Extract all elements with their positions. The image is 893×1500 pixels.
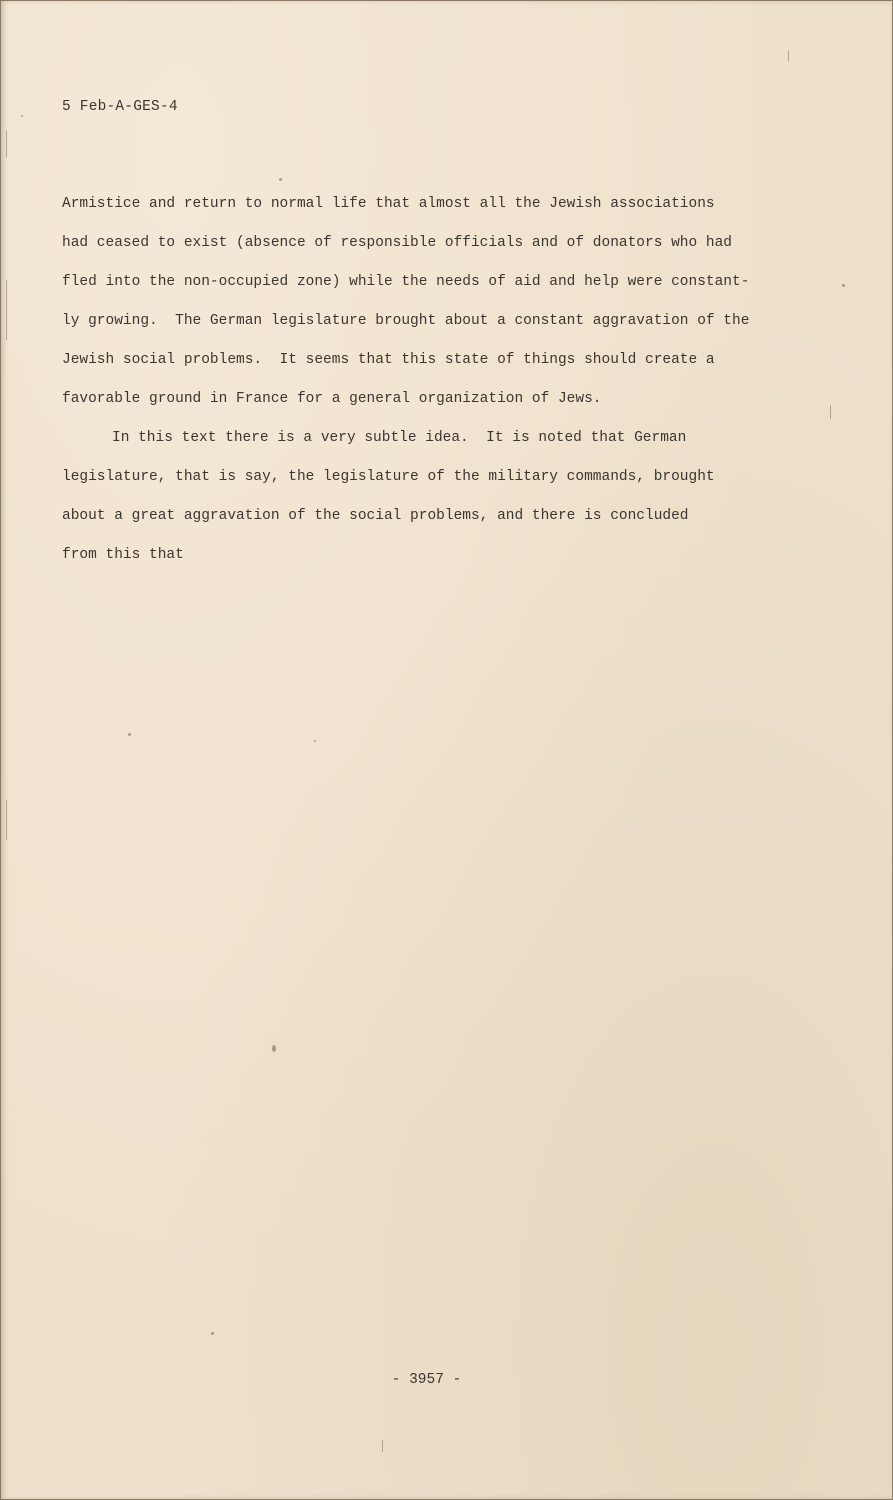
- text-line: Armistice and return to normal life that almost all the Jewish associations: [62, 196, 715, 212]
- paper-scratch: [6, 130, 7, 158]
- paper-speck: [128, 733, 131, 736]
- paper-speck: [211, 1332, 214, 1335]
- text-line-indented: In this text there is a very subtle idea. It is noted that German: [112, 430, 687, 446]
- text-line: from this that: [62, 547, 184, 563]
- text-line: about a great aggravation of the social problems, and there is concluded: [62, 508, 689, 524]
- paper-scratch: [788, 50, 789, 62]
- paper-speck: [279, 178, 282, 181]
- paper-speck: [21, 115, 23, 117]
- paper-scratch: [6, 280, 7, 340]
- page-number: - 3957 -: [391, 1372, 462, 1388]
- text-line: had ceased to exist (absence of responsible officials and of donators who had: [62, 235, 733, 251]
- document-reference: 5 Feb-A-GES-4: [62, 99, 178, 115]
- text-line: favorable ground in France for a general organization of Jews.: [62, 391, 602, 407]
- paper-speck: [314, 740, 316, 742]
- paper-scratch: [6, 800, 7, 840]
- text-line: Jewish social problems. It seems that this state of things should create a: [62, 352, 715, 368]
- text-line: legislature, that is say, the legislature of the military commands, brought: [62, 469, 715, 485]
- paper-scratch: [382, 1440, 383, 1452]
- text-line: ly growing. The German legislature brought about a constant aggravation of the: [62, 313, 750, 329]
- paper-speck: [272, 1045, 276, 1052]
- paper-speck: [842, 284, 845, 287]
- text-line: fled into the non-occupied zone) while the needs of aid and help were constant-: [62, 274, 750, 290]
- document-body: [62, 191, 842, 581]
- paper-scratch: [830, 405, 831, 419]
